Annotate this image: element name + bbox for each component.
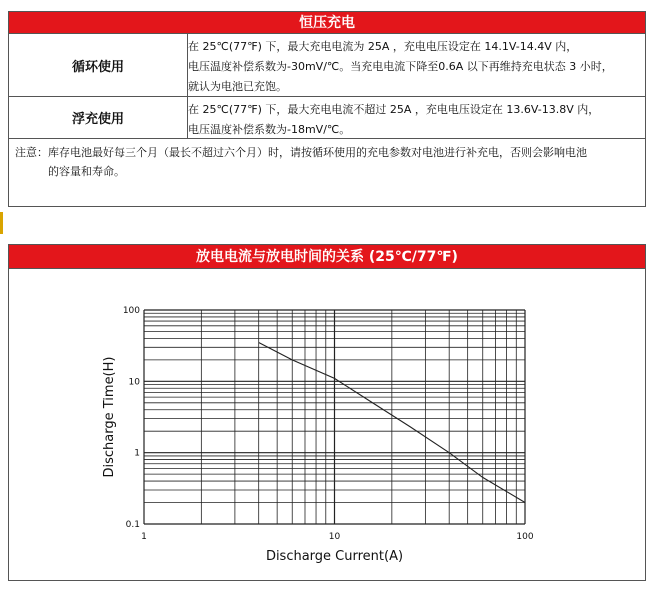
note-label: 注意： [15, 146, 48, 159]
float-use-description [188, 100, 639, 140]
x-tick-label: 10 [328, 532, 341, 542]
cycle-use-description [188, 37, 639, 97]
cycle-use-line: 电压温度补偿系数为-30mV/℃。当充电电流下降至0.6A 以下再维持充电状态 3 小时， [188, 60, 613, 73]
float-use-line: 在 25℃(77℉) 下，最大充电电流不超过 25A ，充电电压设定在 13.6V-13.8V 内， [188, 103, 600, 116]
chart-section-title: 放电电流与放电时间的关系 (25℃/77℉) [9, 245, 645, 269]
cycle-use-line: 就认为电池已充饱。 [188, 80, 287, 93]
y-tick-label: 1 [134, 448, 140, 459]
page-edge-marker [0, 212, 3, 234]
cycle-use-row [9, 34, 645, 97]
float-use-line: 电压温度补偿系数为-18mV/℃。 [188, 123, 351, 136]
y-axis-label: Discharge Time(H) [102, 356, 117, 478]
x-axis-label: Discharge Current(A) [265, 549, 404, 564]
constant-voltage-charge-table [8, 11, 646, 207]
x-tick-label: 1 [141, 532, 147, 542]
float-use-label: 浮充使用 [9, 97, 188, 138]
y-tick-label: 0.1 [125, 520, 140, 530]
y-tick-label: 10 [128, 377, 140, 388]
y-tick-label: 100 [122, 306, 140, 316]
float-use-row [9, 97, 645, 139]
cycle-use-line: 在 25℃(77℉) 下，最大充电电流为 25A ，充电电压设定在 14.1V-14.4V 内， [188, 40, 578, 53]
charge-table-title: 恒压充电 [9, 12, 645, 34]
x-tick-label: 100 [516, 532, 534, 542]
discharge-chart-panel [8, 244, 646, 581]
note-line: 库存电池最好每三个月（最长不超过六个月）时，请按循环使用的充电参数对电池进行补充电，否则会影响电池 [48, 146, 587, 159]
storage-note [9, 139, 645, 181]
discharge-chart [9, 270, 645, 580]
note-text [48, 143, 637, 181]
note-line: 的容量和寿命。 [48, 165, 125, 178]
cycle-use-label: 循环使用 [9, 34, 188, 96]
